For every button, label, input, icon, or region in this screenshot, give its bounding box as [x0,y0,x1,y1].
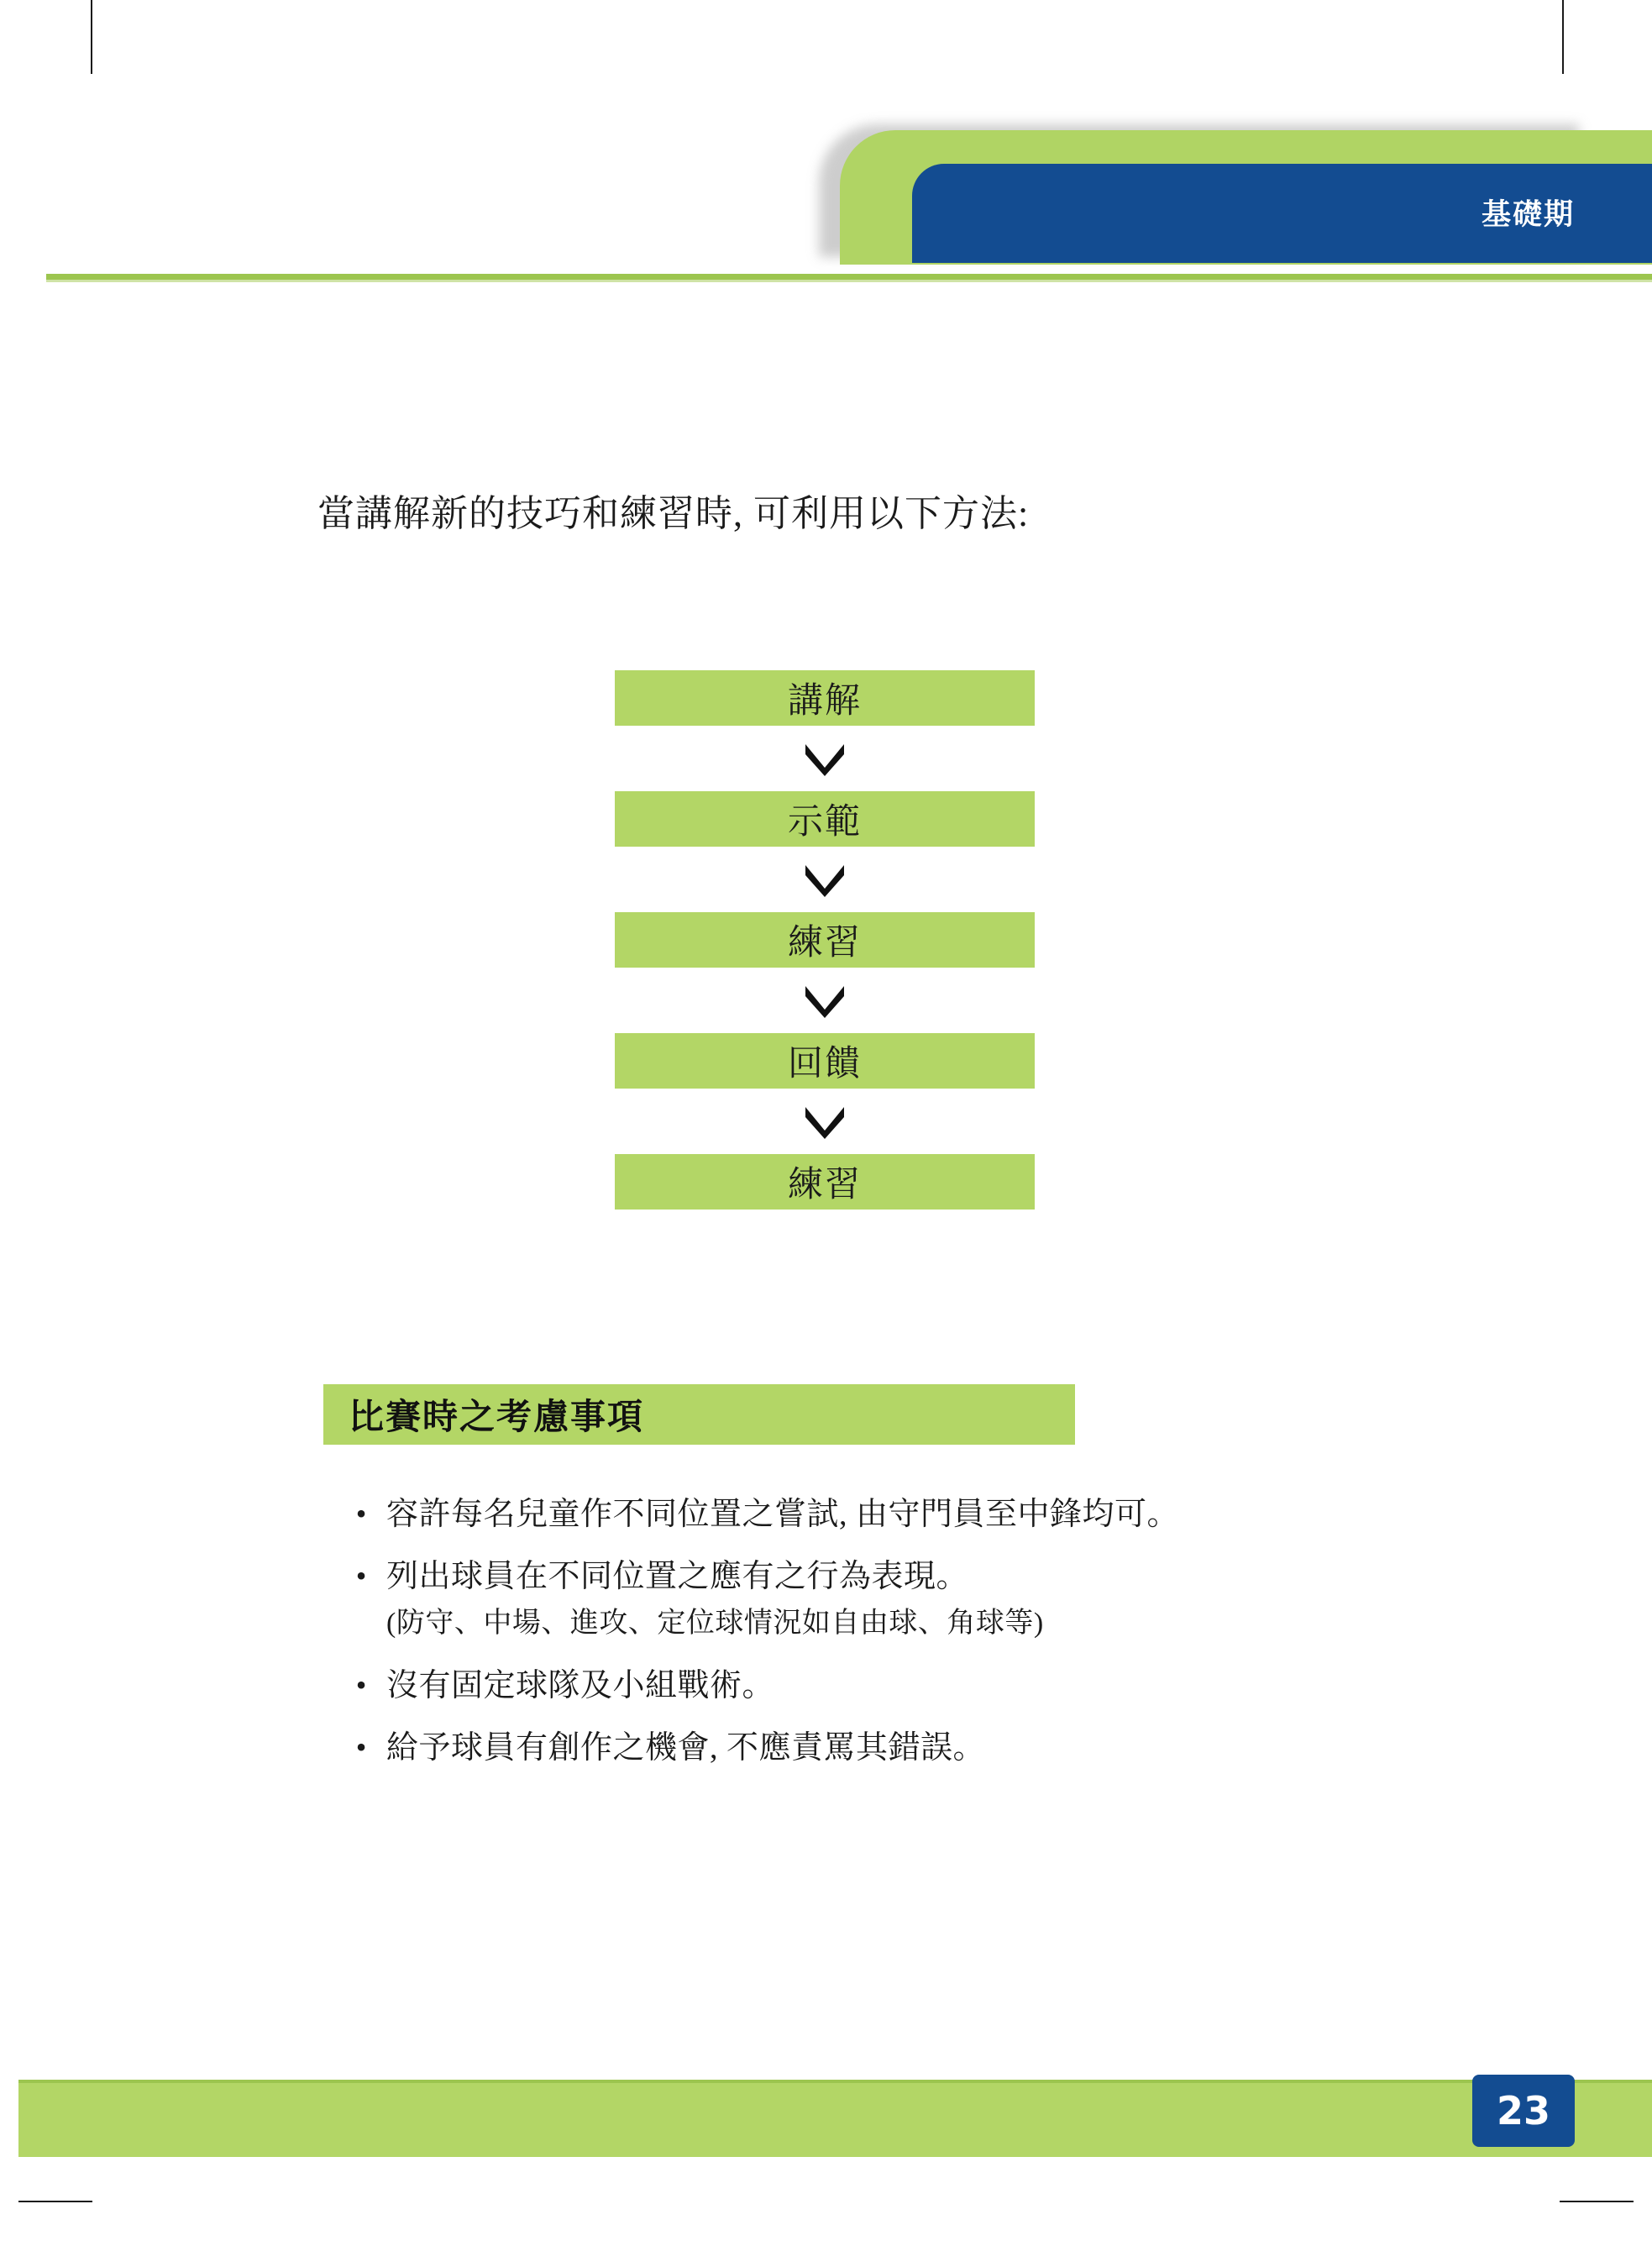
flow-step-5: 練習 [615,1154,1035,1210]
considerations-list [336,1491,1428,1787]
crop-mark-bottom-left [18,2201,92,2202]
header-tab-label: 基礎期 [1481,198,1575,232]
header-rule [46,274,1652,280]
section-heading-label: 比賽時之考慮事項 [349,1399,645,1437]
flow-arrow-icon-1 [615,726,1035,791]
list-item [336,1662,1428,1709]
section-heading [323,1384,1075,1445]
flow-step-3: 練習 [615,912,1035,968]
intro-paragraph: 當講解新的技巧和練習時, 可利用以下方法: [317,493,1030,534]
list-item [336,1724,1428,1771]
crop-mark-bottom-right [1560,2201,1634,2202]
page-number-badge [1472,2075,1575,2147]
flow-step-2: 示範 [615,791,1035,847]
bullet-icon: • [355,1559,367,1593]
list-item-text: 容許每名兒童作不同位置之嘗試, 由守門員至中鋒均可。 [386,1497,1180,1532]
page-number-label: 23 [1496,2088,1550,2133]
flow-step-1: 講解 [615,670,1035,726]
header-rule-thin [46,280,1652,282]
list-item-text: 給予球員有創作之機會, 不應責罵其錯誤。 [386,1730,986,1766]
flow-step-4: 回饋 [615,1033,1035,1089]
teaching-flow-diagram [615,670,1035,1210]
list-item [336,1491,1428,1538]
list-item [336,1553,1428,1647]
flow-arrow-icon-2 [615,847,1035,912]
list-item-text: 列出球員在不同位置之應有之行為表現。 [386,1559,969,1594]
bullet-icon: • [355,1497,367,1530]
flow-arrow-icon-4 [615,1089,1035,1154]
bullet-icon: • [355,1668,367,1702]
page-header [0,0,1652,302]
list-item-subtext: (防守、中場、進攻、定位球情況如自由球、角球等) [386,1608,1044,1639]
list-item-text: 沒有固定球隊及小組戰術。 [386,1668,775,1703]
bullet-icon: • [355,1730,367,1764]
footer-bar [18,2083,1652,2157]
flow-arrow-icon-3 [615,968,1035,1033]
